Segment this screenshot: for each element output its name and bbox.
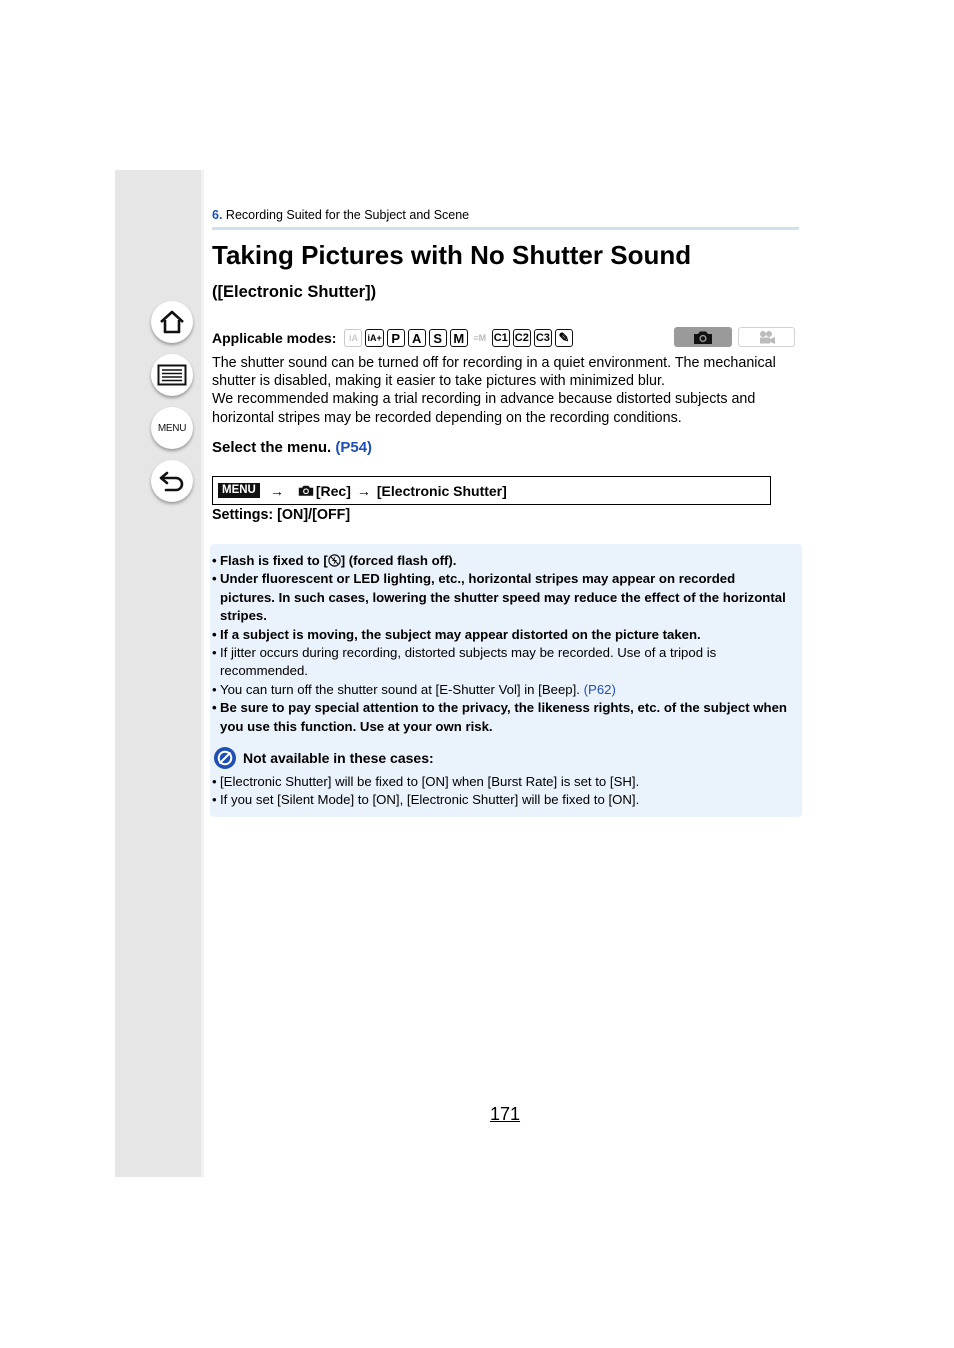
select-menu-text: Select the menu. — [212, 439, 332, 456]
menu-button[interactable] — [151, 407, 193, 449]
list-item: • [Electronic Shutter] will be fixed to [ON] when [Burst Rate] is set to [SH]. — [213, 773, 793, 791]
mode-c3-icon: C3 — [534, 329, 552, 347]
p62-link[interactable]: (P62) — [583, 681, 616, 697]
movie-camera-icon — [757, 330, 777, 345]
menu-badge: MENU — [218, 483, 260, 498]
sidebar — [115, 170, 204, 1177]
camera-icon — [298, 484, 314, 497]
video-tab — [738, 327, 795, 347]
return-icon — [158, 469, 186, 493]
settings-text: Settings: [ON]/[OFF] — [212, 507, 351, 523]
chapter-title: Recording Suited for the Subject and Scene — [225, 208, 470, 222]
list-item: • If a subject is moving, the subject may appear distorted on the picture taken. — [213, 626, 793, 644]
page-subtitle: ([Electronic Shutter]) — [212, 283, 377, 301]
intro-paragraph — [212, 354, 802, 427]
notes-list — [213, 552, 793, 736]
note-text: ] (forced flash off). — [340, 553, 457, 568]
mode-ia-icon: iA — [344, 329, 362, 347]
page-title: Taking Pictures with No Shutter Sound — [212, 240, 692, 270]
mode-ia-plus-icon: iA+ — [365, 329, 383, 347]
mode-movie-m-icon: ≡M — [473, 333, 487, 343]
home-icon — [158, 309, 186, 335]
flash-off-icon — [328, 554, 341, 567]
mode-c2-icon: C2 — [513, 329, 531, 347]
intro-line: The shutter sound can be turned off for recording in a quiet environment. The mechanical — [212, 355, 776, 371]
intro-line: horizontal stripes may be recorded depending on the recording conditions. — [212, 409, 682, 426]
list-item — [213, 681, 793, 699]
list-item — [213, 552, 793, 570]
home-button[interactable] — [151, 301, 193, 343]
rec-menu-label: [Rec] — [315, 482, 351, 499]
arrow-icon: → — [269, 482, 284, 499]
camera-icon — [693, 330, 713, 345]
mode-m-icon: M — [450, 329, 468, 347]
electronic-shutter-label: [Electronic Shutter] — [376, 482, 507, 499]
not-available-list — [213, 773, 793, 810]
menu-path-box — [212, 476, 771, 505]
mode-a-icon: A — [408, 329, 426, 347]
note-text: You can turn off the shutter sound at [E-Shutter Vol] in [Beep]. — [220, 681, 580, 697]
list-item: • Be sure to pay special attention to the privacy, the likeness rights, etc. of the subject when you use this function. Use at your own risk. — [213, 699, 793, 736]
applicable-modes — [212, 326, 576, 350]
notes-box — [210, 544, 802, 817]
mode-creative-icon: ✎ — [555, 329, 573, 347]
mode-c1-icon: C1 — [492, 329, 510, 347]
page-number: 171 — [490, 1104, 521, 1124]
back-button[interactable] — [151, 460, 193, 502]
list-icon — [157, 364, 187, 386]
not-available-title: Not available in these cases: — [243, 750, 434, 766]
mode-p-icon: P — [387, 329, 405, 347]
applicable-modes-label: Applicable modes: — [212, 330, 337, 346]
list-item: • If jitter occurs during recording, distorted subjects may be recorded. Use of a tripod is recommended. — [213, 644, 793, 681]
breadcrumb — [212, 208, 799, 230]
list-item: • If you set [Silent Mode] to [ON], [Electronic Shutter] will be fixed to [ON]. — [213, 791, 793, 809]
chapter-number: 6. — [212, 208, 223, 222]
arrow-icon: → — [356, 482, 371, 499]
contents-button[interactable] — [151, 354, 193, 396]
not-available-heading — [213, 746, 434, 770]
intro-line: shutter is disabled, making it easier to take pictures with minimized blur. — [212, 373, 665, 390]
menu-label: MENU — [157, 422, 187, 434]
select-menu-heading — [212, 439, 372, 456]
list-item: • Under fluorescent or LED lighting, etc., horizontal stripes may appear on recorded pictures. In such cases, lowering the shutter speed may reduce the effect of the horizontal stripes. — [213, 570, 793, 625]
not-available-icon — [213, 746, 237, 770]
select-menu-link[interactable]: (P54) — [335, 439, 373, 456]
mode-s-icon: S — [429, 329, 447, 347]
photo-tab — [674, 327, 732, 347]
note-text: Flash is fixed to [ — [220, 553, 328, 568]
intro-line: We recommended making a trial recording in advance because distorted subjects and — [212, 391, 756, 408]
